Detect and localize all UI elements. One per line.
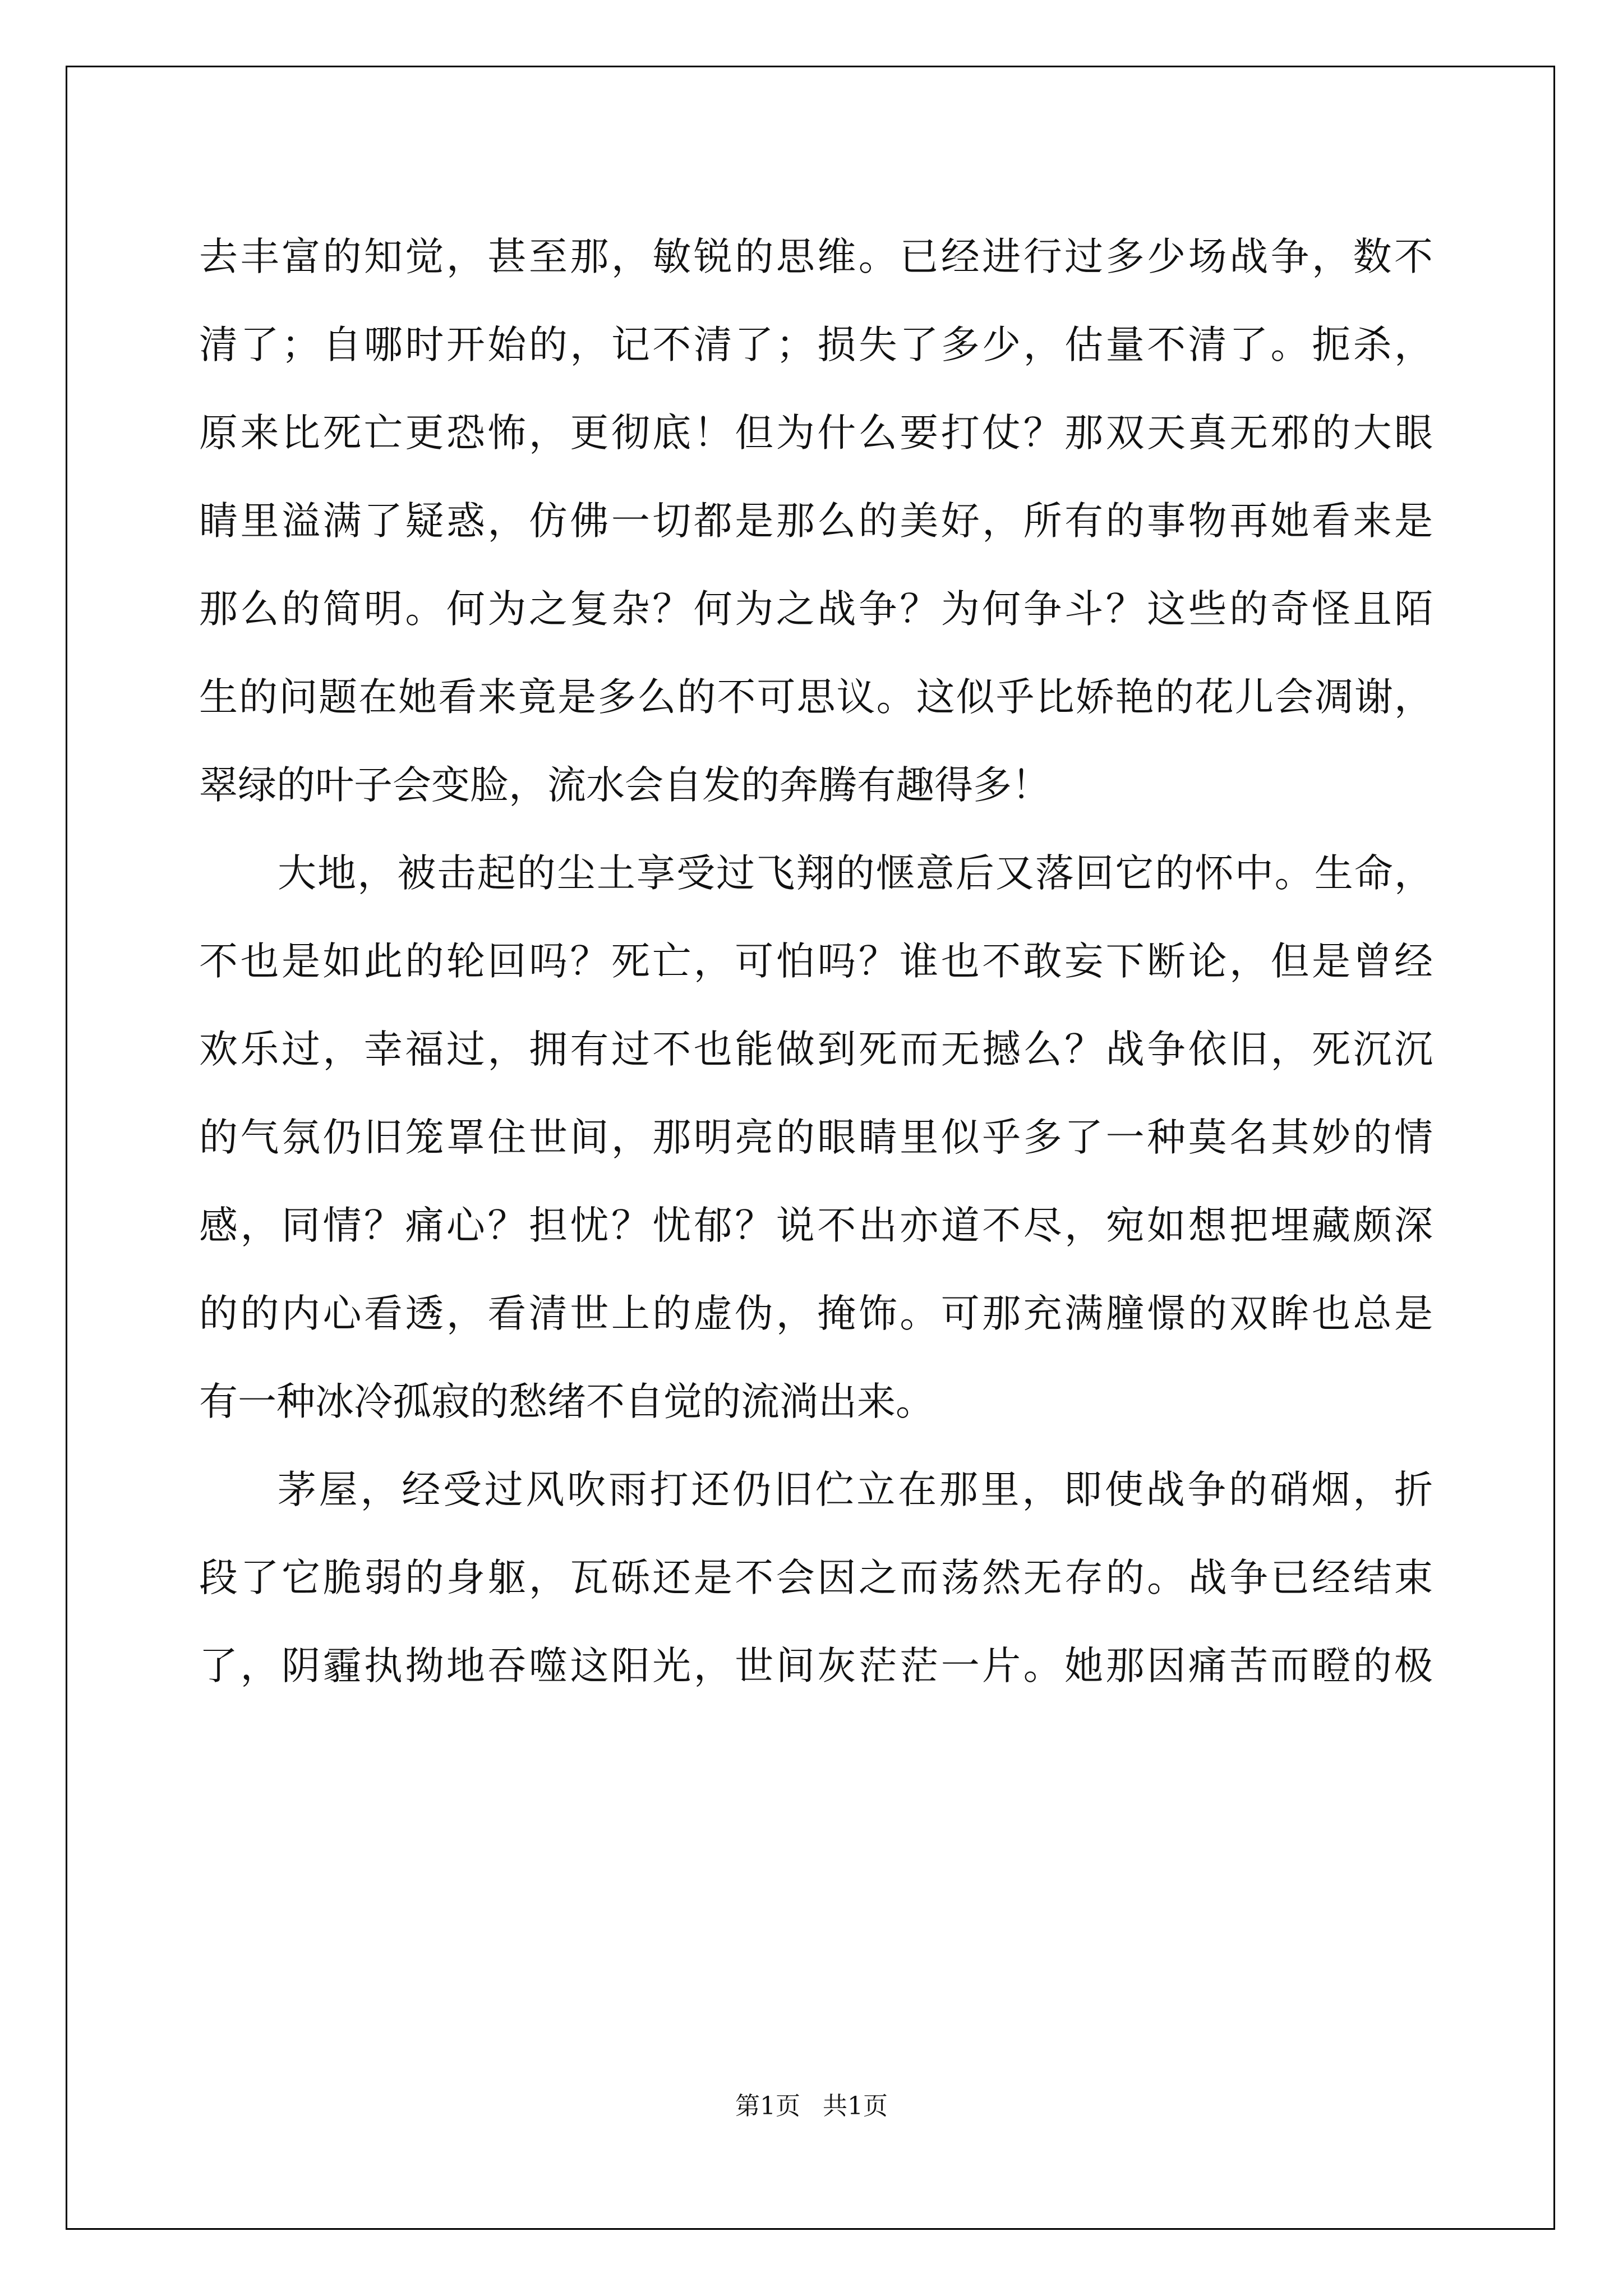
text-line: 欢乐过，幸福过，拥有过不也能做到死而无撼么？战争依旧，死沉沉 bbox=[199, 1027, 1433, 1072]
text-line: 的的内心看透，看清世上的虚伪，掩饰。可那充满膧憬的双眸也总是 bbox=[199, 1291, 1433, 1336]
text-line: 的气氛仍旧笼罩住世间，那明亮的眼睛里似乎多了一种莫名其妙的情 bbox=[199, 1115, 1433, 1160]
text-line: 了，阴霾执拗地吞噬这阳光，世间灰茫茫一片。她那因痛苦而瞪的极 bbox=[199, 1644, 1433, 1688]
paragraph-first-line: 茅屋，经受过风吹雨打还仍旧伫立在那里，即使战争的硝烟，折 bbox=[278, 1467, 1433, 1512]
document-body bbox=[199, 213, 1433, 1710]
page-footer bbox=[0, 2086, 1623, 2122]
text-line: 感，同情？痛心？担忧？忧郁？说不出亦道不尽，宛如想把埋藏颇深 bbox=[199, 1203, 1433, 1248]
text-line: 清了；自哪时开始的，记不清了；损失了多少，估量不清了。扼杀， bbox=[199, 323, 1433, 367]
text-line: 翠绿的叶子会变脸，流水会自发的奔腾有趣得多！ bbox=[199, 763, 1050, 808]
text-line: 原来比死亡更恐怖，更彻底！但为什么要打仗？那双天真无邪的大眼 bbox=[199, 411, 1433, 455]
text-line: 不也是如此的轮回吗？死亡，可怕吗？谁也不敢妄下断论，但是曾经 bbox=[199, 939, 1433, 984]
text-line: 段了它脆弱的身躯，瓦砾还是不会因之而荡然无存的。战争已经结束 bbox=[199, 1556, 1433, 1600]
text-line: 那么的简明。何为之复杂？何为之战争？为何争斗？这些的奇怪且陌 bbox=[199, 587, 1433, 632]
page-number: 第1页 bbox=[735, 2092, 800, 2120]
page-total: 共1页 bbox=[823, 2092, 888, 2120]
text-line: 去丰富的知觉，甚至那，敏锐的思维。已经进行过多少场战争，数不 bbox=[199, 234, 1433, 279]
paragraph-first-line: 大地，被击起的尘土享受过飞翔的惬意后又落回它的怀中。生命， bbox=[278, 851, 1433, 896]
text-line: 睛里溢满了疑惑，仿佛一切都是那么的美好，所有的事物再她看来是 bbox=[199, 499, 1433, 544]
text-line: 有一种冰冷孤寂的愁绪不自觉的流淌出来。 bbox=[199, 1379, 934, 1424]
text-line: 生的问题在她看来竟是多么的不可思议。这似乎比娇艳的花儿会凋谢， bbox=[199, 675, 1433, 720]
